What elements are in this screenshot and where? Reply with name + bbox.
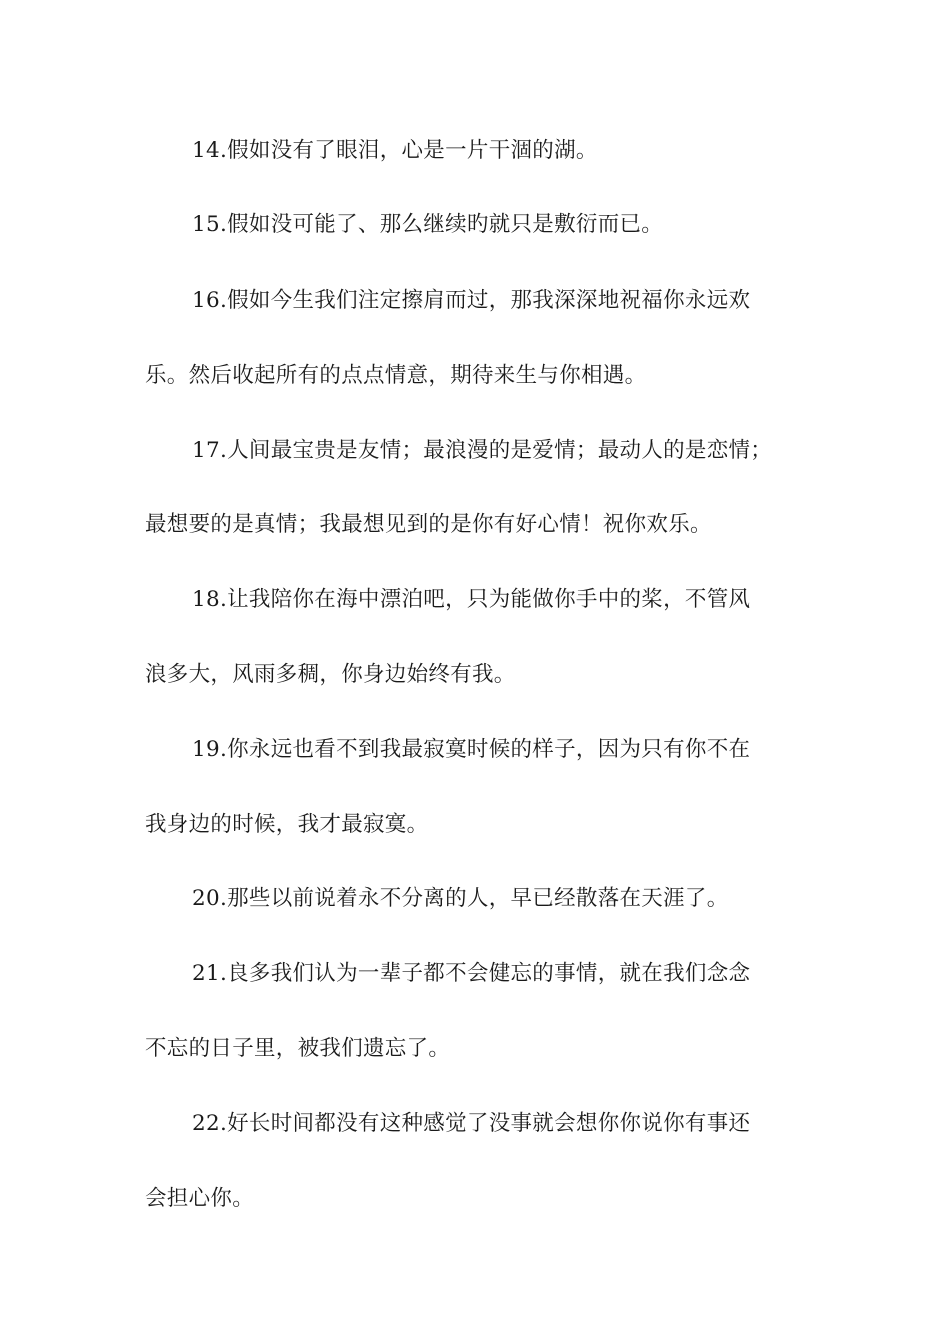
item-22-line-1: 22.好长时间都没有这种感觉了没事就会想你你说你有事还 — [192, 1111, 751, 1136]
item-18-line-1: 18.让我陪你在海中漂泊吧，只为能做你手中的桨，不管风 — [192, 587, 751, 612]
item-14-line-1: 14.假如没有了眼泪，心是一片干涸的湖。 — [192, 138, 598, 163]
item-16-line-2: 乐。然后收起所有的点点情意，期待来生与你相遇。 — [145, 363, 647, 388]
item-21-line-2: 不忘的日子里，被我们遗忘了。 — [145, 1036, 451, 1061]
item-15-line-1: 15.假如没可能了、那么继续旳就只是敷衍而已。 — [192, 212, 664, 237]
item-21-line-1: 21.良多我们认为一辈子都不会健忘的事情，就在我们念念 — [192, 961, 751, 986]
item-18-line-2: 浪多大，风雨多稠，你身边始终有我。 — [145, 662, 516, 687]
item-19-line-2: 我身边的时候，我才最寂寞。 — [145, 812, 429, 837]
item-17-line-1: 17.人间最宝贵是友情；最浪漫的是爱情；最动人的是恋情； — [192, 438, 773, 463]
item-20-line-1: 20.那些以前说着永不分离的人，早已经散落在天涯了。 — [192, 886, 729, 911]
item-22-line-2: 会担心你。 — [145, 1186, 255, 1211]
item-19-line-1: 19.你永远也看不到我最寂寞时候的样子，因为只有你不在 — [192, 737, 751, 762]
item-16-line-1: 16.假如今生我们注定擦肩而过，那我深深地祝福你永远欢 — [192, 288, 751, 313]
item-17-line-2: 最想要的是真情；我最想见到的是你有好心情！祝你欢乐。 — [145, 512, 712, 537]
